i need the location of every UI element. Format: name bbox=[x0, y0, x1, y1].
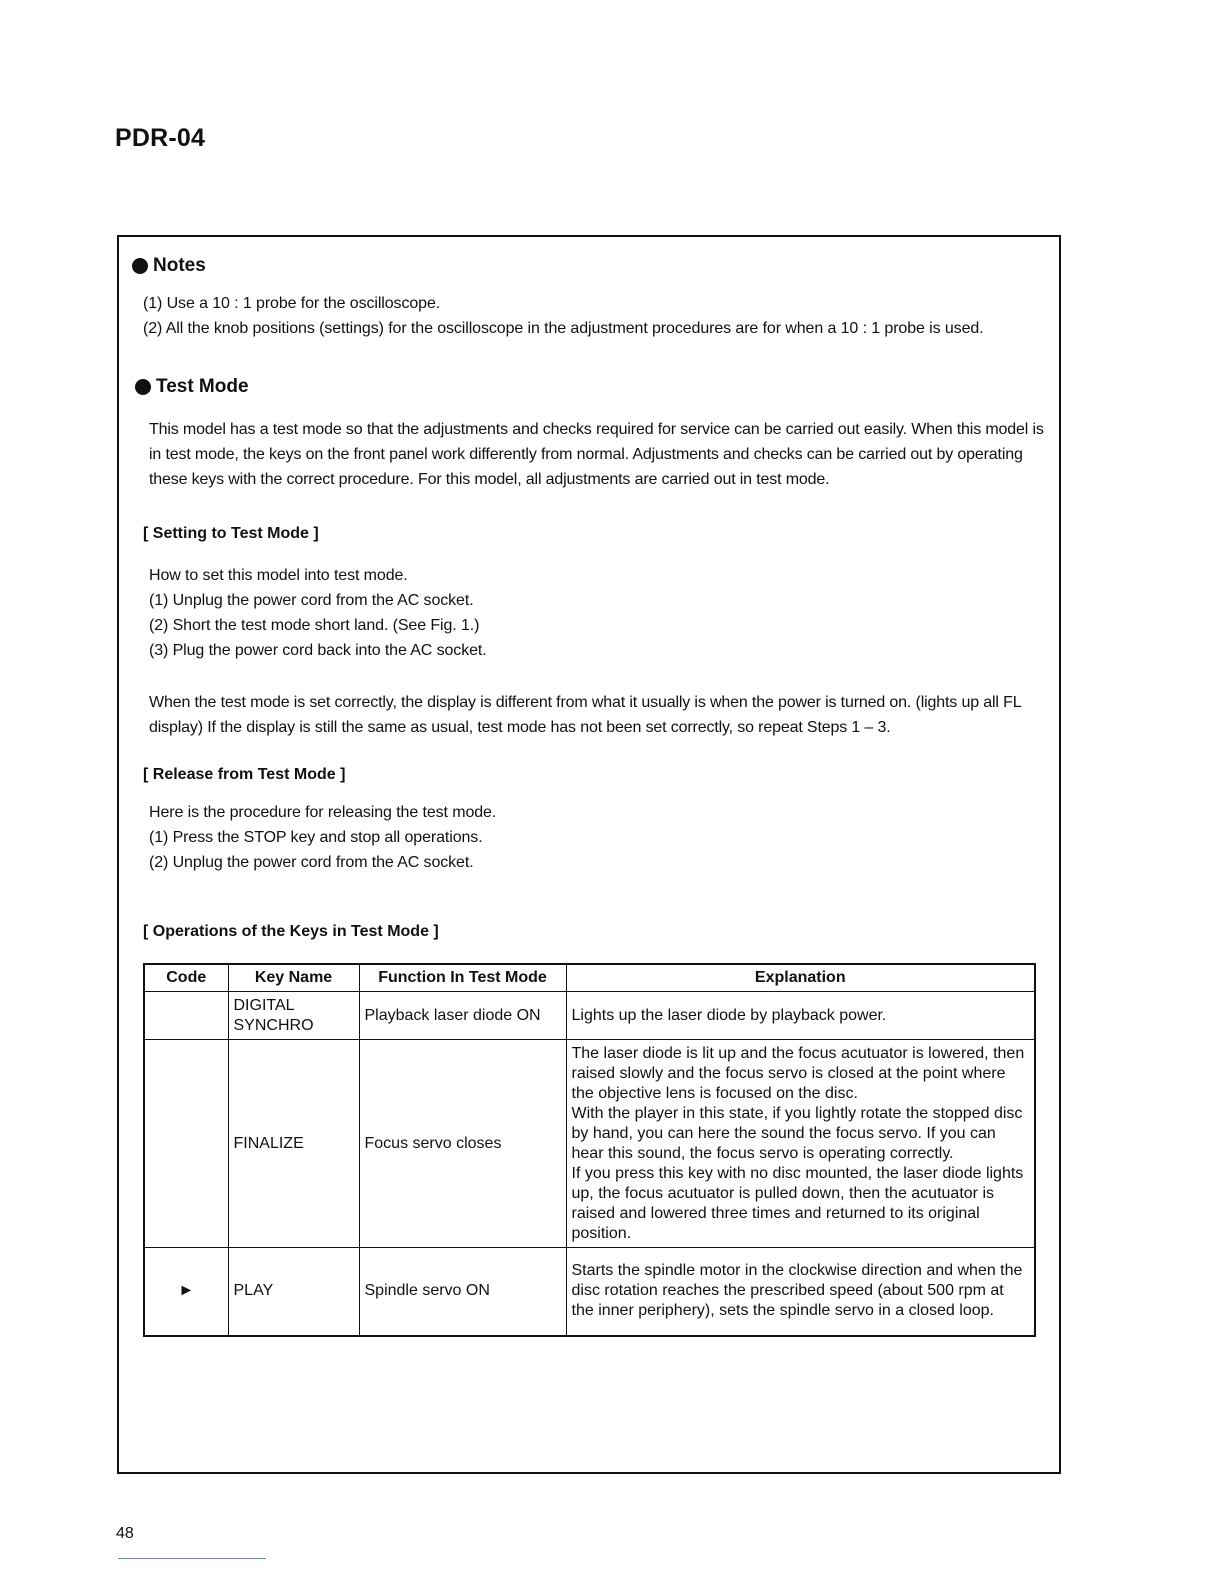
test-mode-heading-label: Test Mode bbox=[156, 376, 249, 397]
key-operations-table bbox=[143, 963, 1036, 1337]
cell-function: Spindle servo ON bbox=[359, 1248, 566, 1336]
setting-step: (3) Plug the power cord back into the AC socket. bbox=[149, 642, 487, 659]
setting-step: (2) Short the test mode short land. (See Fig. 1.) bbox=[149, 617, 480, 634]
bullet-icon bbox=[132, 258, 148, 274]
notes-heading-label: Notes bbox=[153, 255, 206, 276]
setting-lead: How to set this model into test mode. bbox=[149, 567, 408, 584]
release-step: (1) Press the STOP key and stop all operations. bbox=[149, 829, 483, 846]
column-header-explanation: Explanation bbox=[566, 964, 1035, 992]
test-mode-intro: This model has a test mode so that the adjustments and checks required for service can be carried out easily. When this model is in test mode, the keys on the front panel work differently from normal. Adjustments and checks can be carried out by operating these keys with the correct procedure. For this model, all adjustments are carried out in test mode. bbox=[149, 421, 1044, 488]
cell-key-name: PLAY bbox=[228, 1248, 359, 1336]
cell-function: Playback laser diode ON bbox=[359, 992, 566, 1040]
cell-function: Focus servo closes bbox=[359, 1040, 566, 1248]
column-header-code: Code bbox=[144, 964, 228, 992]
page-number: 48 bbox=[116, 1525, 134, 1542]
model-title: PDR-04 bbox=[115, 124, 206, 152]
release-step: (2) Unplug the power cord from the AC socket. bbox=[149, 854, 474, 871]
footer-rule bbox=[118, 1558, 266, 1559]
release-lead: Here is the procedure for releasing the test mode. bbox=[149, 804, 497, 821]
cell-key-name: DIGITAL SYNCHRO bbox=[228, 992, 359, 1040]
cell-explanation: Starts the spindle motor in the clockwise direction and when the disc rotation reaches the prescribed speed (about 500 rpm at the inner periphery), sets the spindle servo in a closed loop. bbox=[566, 1248, 1035, 1336]
setting-heading: [ Setting to Test Mode ] bbox=[143, 525, 319, 542]
table-row bbox=[144, 1248, 1035, 1336]
table-row bbox=[144, 992, 1035, 1040]
table-header-row bbox=[144, 964, 1035, 992]
test-mode-heading bbox=[135, 376, 249, 398]
notes-heading bbox=[132, 255, 206, 277]
cell-explanation: Lights up the laser diode by playback power. bbox=[566, 992, 1035, 1040]
notes-item: (1) Use a 10 : 1 probe for the oscilloscope. bbox=[143, 295, 441, 312]
release-heading: [ Release from Test Mode ] bbox=[143, 766, 346, 783]
setting-note: When the test mode is set correctly, the display is different from what it usually is when the power is turned on. (lights up all FL display) If the display is still the same as usual, test mode has not been set correctly, so repeat Steps 1 – 3. bbox=[149, 694, 1021, 736]
cell-explanation: The laser diode is lit up and the focus acutuator is lowered, then raised slowly and the focus servo is closed at the point where the objective lens is focused on the disc. With the player in this state, if you lightly rotate the stopped disc by hand, you can here the sound the focus servo. If you can hear this sound, the focus servo is operating correctly. If you press this key with no disc mounted, the laser diode lights up, the focus acutuator is pulled down, then the acutuator is raised and lowered three times and returned to its original position. bbox=[566, 1040, 1035, 1248]
cell-code: ► bbox=[144, 1248, 228, 1336]
cell-code bbox=[144, 1040, 228, 1248]
setting-step: (1) Unplug the power cord from the AC socket. bbox=[149, 592, 474, 609]
cell-key-name: FINALIZE bbox=[228, 1040, 359, 1248]
column-header-key-name: Key Name bbox=[228, 964, 359, 992]
operations-heading: [ Operations of the Keys in Test Mode ] bbox=[143, 923, 439, 940]
column-header-function: Function In Test Mode bbox=[359, 964, 566, 992]
bullet-icon bbox=[135, 379, 151, 395]
cell-code bbox=[144, 992, 228, 1040]
table-row bbox=[144, 1040, 1035, 1248]
notes-item: (2) All the knob positions (settings) for the oscilloscope in the adjustment procedures are for when a 10 : 1 probe is used. bbox=[143, 320, 984, 337]
